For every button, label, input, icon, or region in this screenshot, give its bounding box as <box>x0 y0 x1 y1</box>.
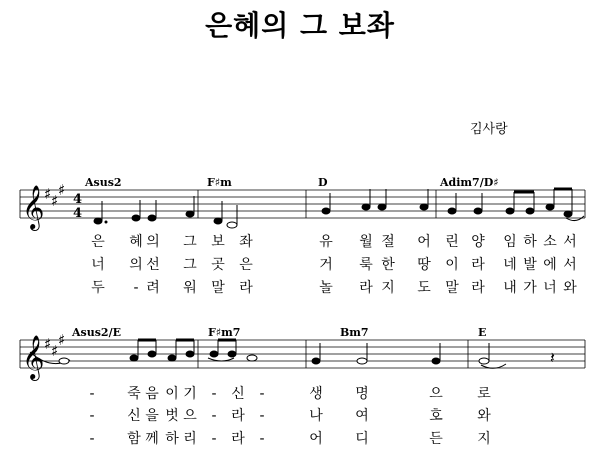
lyric-syllable: 지 <box>477 431 491 447</box>
lyric-syllable: 말 <box>211 280 225 296</box>
lyric-syllable: 월 <box>359 234 373 250</box>
time-sig-bottom: 4 <box>73 206 83 221</box>
time-sig-top: 4 <box>73 192 83 207</box>
lyric-syllable: 소 <box>543 234 557 250</box>
lyric-syllable: 나 <box>309 408 323 424</box>
lyric-syllable: 디 <box>355 431 369 447</box>
lyric-syllable: 혜 <box>129 234 143 250</box>
lyric-syllable: 너 <box>543 280 557 296</box>
lyric-syllable: 은 <box>239 257 253 273</box>
lyric-syllable: 이 <box>165 386 179 402</box>
lyric-syllable: 으 <box>183 408 197 424</box>
lyric-syllable: 에 <box>543 257 557 273</box>
lyric-syllable: 을 <box>145 408 159 424</box>
lyric-syllable: 지 <box>381 280 395 296</box>
lyric-syllable: - <box>89 408 95 424</box>
lyric-syllable: 벗 <box>165 408 179 424</box>
lyric-syllable: 룩 <box>359 257 373 273</box>
notes-1 <box>94 189 584 228</box>
lyric-syllable: - <box>211 408 217 424</box>
lyric-syllable: 라 <box>231 431 245 447</box>
lyric-syllable: 가 <box>523 280 537 296</box>
lyric-syllable: - <box>133 280 139 296</box>
lyric-syllable: 한 <box>381 257 395 273</box>
chord-symbols-2 <box>71 326 486 339</box>
svg-text:♯: ♯ <box>58 181 66 199</box>
lyric-syllable: - <box>211 386 217 402</box>
lyric-syllable: 유 <box>319 234 333 250</box>
svg-text:♯: ♯ <box>58 331 66 349</box>
lyric-syllable: 라 <box>471 280 485 296</box>
lyric-syllable: 절 <box>381 234 395 250</box>
lyric-syllable: 와 <box>563 280 577 296</box>
lyric-syllable: 임 <box>503 234 517 250</box>
lyric-syllable: 선 <box>146 257 160 273</box>
lyric-syllable: 생 <box>309 386 323 402</box>
composer-name: 김사랑 <box>470 122 508 137</box>
lyric-syllable: 린 <box>445 234 459 250</box>
lyric-syllable: 곳 <box>211 257 225 273</box>
lyric-syllable: 명 <box>355 386 369 402</box>
svg-text:♯: ♯ <box>51 342 59 360</box>
lyric-syllable: 보 <box>211 234 225 250</box>
lyric-syllable: - <box>89 386 95 402</box>
staff-1 <box>20 190 585 218</box>
lyric-syllable: 의 <box>129 257 143 273</box>
rest-icon: 𝄽 <box>550 348 555 367</box>
lyric-syllable: - <box>259 408 265 424</box>
key-signature-sharps <box>44 181 65 210</box>
lyric-syllable: 어 <box>417 234 431 250</box>
lyric-syllable: 그 <box>183 234 197 250</box>
lyric-syllable: - <box>259 431 265 447</box>
lyric-syllable: 라 <box>239 280 253 296</box>
lyric-syllable: - <box>211 431 217 447</box>
lyric-syllable: 발 <box>523 257 537 273</box>
chord-symbol: F♯m7 <box>208 326 241 339</box>
lyric-syllable: 어 <box>309 431 323 447</box>
chord-symbol: Asus2 <box>85 176 122 189</box>
lyric-syllable: 이 <box>445 257 459 273</box>
lyric-syllable: 땅 <box>417 257 431 273</box>
lyric-syllable: 든 <box>429 431 443 447</box>
lyric-syllable: 은 <box>91 234 105 250</box>
lyric-syllable: 신 <box>231 386 245 402</box>
song-title: 은혜의 그 보좌 <box>205 9 395 42</box>
lyric-syllable: 리 <box>183 431 197 447</box>
chord-symbol: D <box>318 176 328 189</box>
lyric-syllable: 서 <box>563 234 577 250</box>
lyric-syllable: 려 <box>146 280 160 296</box>
lyric-syllable: 서 <box>563 257 577 273</box>
lyric-syllable: 함 <box>127 431 141 447</box>
lyric-syllable: 기 <box>183 386 197 402</box>
lyric-syllable: 신 <box>127 408 141 424</box>
lyric-syllable: 워 <box>183 280 197 296</box>
chord-symbol: Bm7 <box>340 326 369 339</box>
chord-symbol: E <box>478 326 487 339</box>
lyric-syllable: 그 <box>183 257 197 273</box>
lyric-syllable: - <box>259 386 265 402</box>
lyric-syllable: 말 <box>445 280 459 296</box>
chord-symbol: Adim7/D♯ <box>440 176 499 189</box>
lyric-syllable: 로 <box>477 386 491 402</box>
lyric-syllable: 음 <box>145 386 159 402</box>
chord-symbols-1 <box>84 176 499 189</box>
lyric-syllable: 라 <box>471 257 485 273</box>
treble-clef-icon: 𝄞 <box>22 185 45 229</box>
staff-2 <box>20 340 585 368</box>
svg-text:♯: ♯ <box>51 192 59 210</box>
lyric-syllable: 좌 <box>239 234 253 250</box>
lyric-syllable: 내 <box>503 280 517 296</box>
lyric-syllable: 양 <box>471 234 485 250</box>
lyric-syllable: 호 <box>429 408 443 424</box>
lyric-syllable: - <box>89 431 95 447</box>
svg-text:♯: ♯ <box>44 335 52 353</box>
svg-text:♯: ♯ <box>44 185 52 203</box>
lyric-syllable: 라 <box>231 408 245 424</box>
lyric-syllable: 하 <box>165 431 179 447</box>
lyric-syllable: 의 <box>146 234 160 250</box>
chord-symbol: Asus2/E <box>72 326 121 339</box>
lyric-syllable: 놀 <box>319 280 333 296</box>
lyric-syllable: 거 <box>319 257 333 273</box>
lyric-syllable: 두 <box>91 280 105 296</box>
lyric-syllable: 하 <box>523 234 537 250</box>
key-signature-sharps <box>44 331 65 360</box>
lyric-syllable: 라 <box>359 280 373 296</box>
lyric-syllable: 와 <box>477 408 491 424</box>
lyric-syllable: 너 <box>91 257 105 273</box>
lyric-syllable: 도 <box>417 280 431 296</box>
lyric-syllable: 으 <box>429 386 443 402</box>
chord-symbol: F♯m <box>207 176 232 189</box>
lyric-syllable: 네 <box>503 257 517 273</box>
lyric-syllable: 여 <box>355 408 369 424</box>
lyric-syllable: 께 <box>145 431 159 447</box>
treble-clef-icon: 𝄞 <box>22 335 45 379</box>
lyric-syllable: 죽 <box>127 386 141 402</box>
